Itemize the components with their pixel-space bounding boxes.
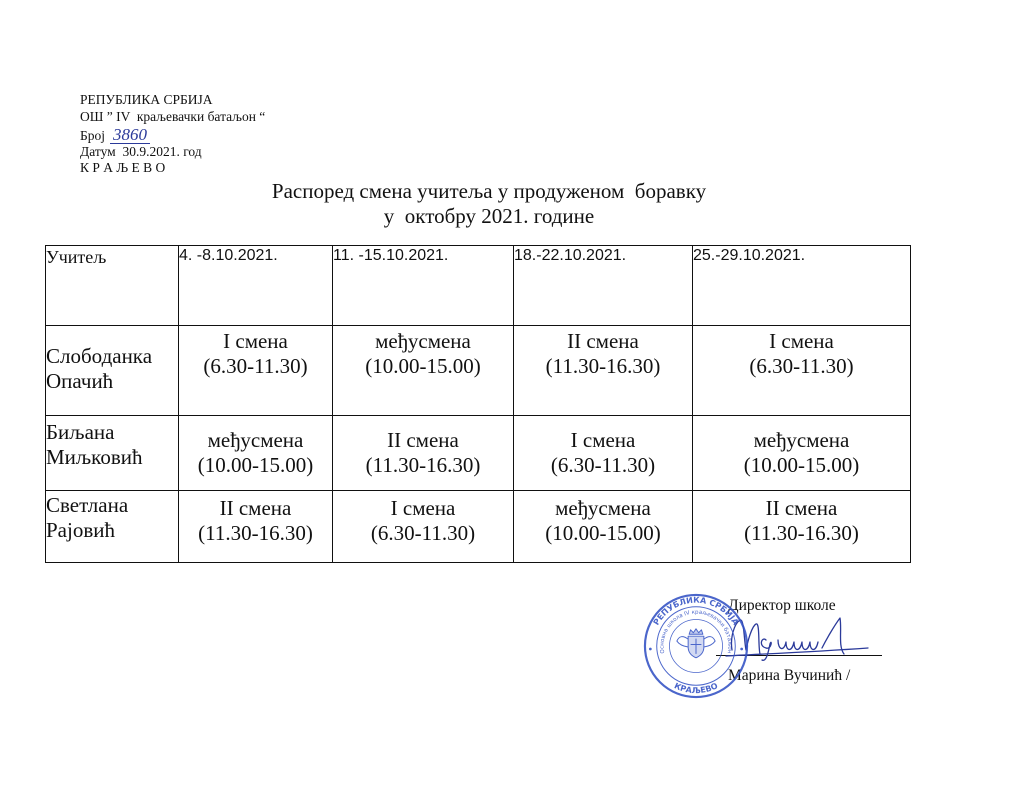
shift-cell bbox=[333, 416, 514, 491]
director-title: Директор школе bbox=[728, 597, 836, 614]
stamp-inner-textpath: Основна школа IV краљевачки батаљон bbox=[659, 609, 733, 654]
teacher-row bbox=[46, 326, 911, 416]
shift-hours: (10.00-15.00) bbox=[545, 521, 661, 545]
shift-cell bbox=[514, 326, 693, 416]
shift-hours: (10.00-15.00) bbox=[743, 453, 860, 477]
letterhead-school: ОШ ” IV краљевачки батаљон “ bbox=[80, 109, 266, 124]
crown-icon bbox=[689, 629, 703, 634]
shift-hours: (11.30-16.30) bbox=[365, 453, 481, 477]
teacher-last-name: Миљковић bbox=[46, 445, 143, 469]
official-stamp bbox=[642, 592, 750, 700]
shift-name: I смена bbox=[769, 329, 834, 353]
shift-hours: (6.30-11.30) bbox=[550, 453, 656, 477]
shift-cell bbox=[179, 416, 333, 491]
header-row bbox=[46, 246, 911, 326]
number-label: Број bbox=[80, 128, 106, 143]
signature-stroke bbox=[761, 639, 771, 660]
letterhead-date: Датум 30.9.2021. год bbox=[80, 144, 202, 159]
header-week-3: 18.-22.10.2021. bbox=[514, 246, 693, 326]
teacher-last-name: Опачић bbox=[46, 369, 114, 393]
shift-hours: (11.30-16.30) bbox=[545, 354, 661, 378]
teacher-cell bbox=[46, 326, 179, 416]
document-title bbox=[189, 179, 789, 229]
shift-cell bbox=[693, 326, 911, 416]
stamp-bottom-text bbox=[673, 681, 720, 695]
eagle-wing-right-icon bbox=[704, 637, 715, 647]
title-line-2: у октобру 2021. године bbox=[383, 204, 595, 228]
shift-hours: (10.00-15.00) bbox=[365, 354, 481, 378]
teacher-cell bbox=[46, 491, 179, 563]
shift-hours: (10.00-15.00) bbox=[197, 453, 314, 477]
letterhead-country: РЕПУБЛИКА СРБИЈА bbox=[80, 92, 213, 107]
shift-name: међусмена bbox=[753, 428, 850, 452]
title-line-1: Распоред смена учитеља у продуженом боравку bbox=[271, 179, 707, 203]
shift-cell bbox=[179, 326, 333, 416]
teacher-first-name: Биљана bbox=[46, 420, 115, 444]
eagle-wing-left-icon bbox=[677, 637, 688, 647]
shift-hours: (11.30-16.30) bbox=[744, 521, 859, 545]
teacher-last-name: Рајовић bbox=[46, 518, 115, 542]
handwritten-number: 3860 bbox=[110, 127, 150, 144]
shift-cell bbox=[693, 416, 911, 491]
stamp-top-textpath: РЕПУБЛИКА СРБИЈА bbox=[651, 595, 741, 627]
shift-name: међусмена bbox=[375, 329, 471, 353]
coat-of-arms-icon bbox=[677, 629, 715, 658]
shift-name: II смена bbox=[567, 329, 639, 353]
signature-stroke bbox=[778, 640, 818, 650]
stamp-bottom-textpath: КРАЉЕВО bbox=[672, 681, 720, 696]
schedule-table-body bbox=[46, 326, 911, 563]
letterhead-number bbox=[80, 127, 150, 144]
shift-hours: (6.30-11.30) bbox=[203, 354, 308, 378]
shift-name: I смена bbox=[570, 428, 636, 452]
teacher-first-name: Слободанка bbox=[46, 344, 153, 368]
shift-name: II смена bbox=[387, 428, 459, 452]
teacher-row bbox=[46, 491, 911, 563]
director-name: Марина Вучинић / bbox=[728, 667, 851, 684]
shift-name: II смена bbox=[219, 496, 292, 520]
header-teacher: Учитељ bbox=[46, 246, 179, 326]
shift-cell bbox=[333, 491, 514, 563]
teacher-cell bbox=[46, 416, 179, 491]
shift-cell bbox=[514, 416, 693, 491]
shift-cell bbox=[333, 326, 514, 416]
shift-hours: (6.30-11.30) bbox=[370, 521, 476, 545]
schedule-table-head bbox=[46, 246, 911, 326]
shift-name: међусмена bbox=[207, 428, 304, 452]
shift-hours: (6.30-11.30) bbox=[749, 354, 854, 378]
teacher-row bbox=[46, 416, 911, 491]
shift-name: међусмена bbox=[555, 496, 651, 520]
shift-cell bbox=[514, 491, 693, 563]
header-week-2: 11. -15.10.2021. bbox=[333, 246, 514, 326]
shift-name: I смена bbox=[390, 496, 456, 520]
schedule-table bbox=[45, 245, 911, 563]
signature-stroke bbox=[822, 618, 844, 654]
teacher-first-name: Светлана bbox=[46, 493, 129, 517]
shift-name: I смена bbox=[223, 329, 288, 353]
letterhead-city: К Р А Љ Е В О bbox=[80, 160, 166, 175]
header-week-4: 25.-29.10.2021. bbox=[693, 246, 911, 326]
stamp-star-right bbox=[740, 648, 743, 651]
header-week-1: 4. -8.10.2021. bbox=[179, 246, 333, 326]
shift-name: II смена bbox=[765, 496, 838, 520]
stamp-star-left bbox=[649, 648, 652, 651]
shift-hours: (11.30-16.30) bbox=[198, 521, 313, 545]
shift-cell bbox=[693, 491, 911, 563]
shift-cell bbox=[179, 491, 333, 563]
